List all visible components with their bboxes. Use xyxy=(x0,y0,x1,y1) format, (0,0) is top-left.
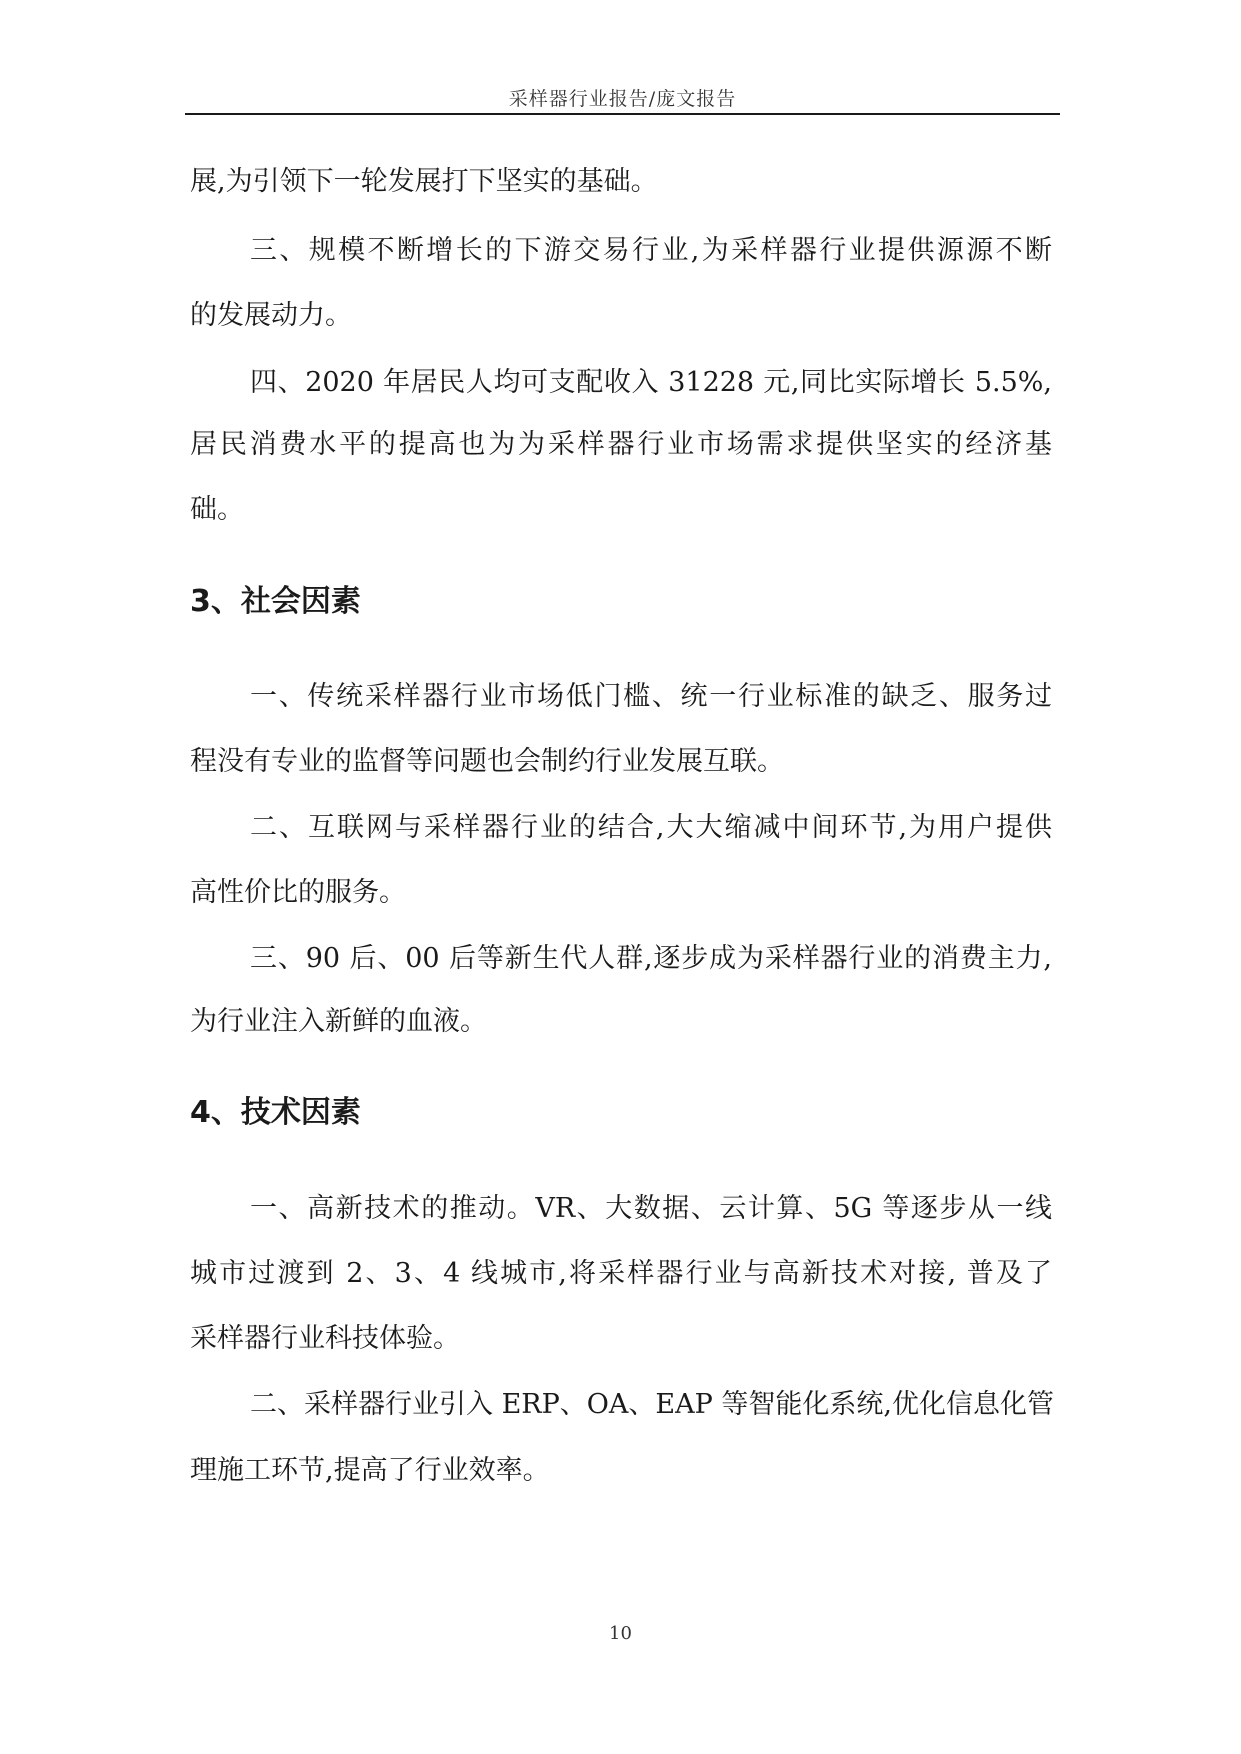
paragraph-line: 二、互联网与采样器行业的结合,大大缩减中间环节,为用户提供 xyxy=(250,812,1052,843)
section-heading: 4、技术因素 xyxy=(190,1095,361,1130)
header-divider xyxy=(185,113,1060,115)
paragraph-line: 三、90 后、00 后等新生代人群,逐步成为采样器行业的消费主力, xyxy=(250,943,1052,974)
paragraph-line: 三、规模不断增长的下游交易行业,为采样器行业提供源源不断 xyxy=(250,235,1052,266)
paragraph-line: 理施工环节,提高了行业效率。 xyxy=(190,1455,550,1486)
running-header: 采样器行业报告/庞文报告 xyxy=(508,88,737,110)
section-heading: 3、社会因素 xyxy=(190,584,361,619)
paragraph-line: 为行业注入新鲜的血液。 xyxy=(190,1006,487,1037)
paragraph-line: 的发展动力。 xyxy=(190,300,352,331)
paragraph-line: 展,为引领下一轮发展打下坚实的基础。 xyxy=(190,166,658,197)
paragraph-line: 城市过渡到 2、3、4 线城市,将采样器行业与高新技术对接, 普及了 xyxy=(190,1258,1052,1289)
page-number: 10 xyxy=(609,1623,632,1644)
paragraph-line: 础。 xyxy=(190,494,244,525)
paragraph-line: 采样器行业科技体验。 xyxy=(190,1323,460,1354)
paragraph-line: 一、高新技术的推动。VR、大数据、云计算、5G 等逐步从一线 xyxy=(250,1193,1052,1224)
paragraph-line: 一、传统采样器行业市场低门槛、统一行业标准的缺乏、服务过 xyxy=(250,681,1052,712)
paragraph-line: 居民消费水平的提高也为为采样器行业市场需求提供坚实的经济基 xyxy=(190,429,1052,460)
paragraph-line: 二、采样器行业引入 ERP、OA、EAP 等智能化系统,优化信息化管 xyxy=(250,1389,1054,1420)
paragraph-line: 四、2020 年居民人均可支配收入 31228 元,同比实际增长 5.5%, xyxy=(250,367,1052,398)
paragraph-line: 程没有专业的监督等问题也会制约行业发展互联。 xyxy=(190,746,784,777)
paragraph-line: 高性价比的服务。 xyxy=(190,877,406,908)
